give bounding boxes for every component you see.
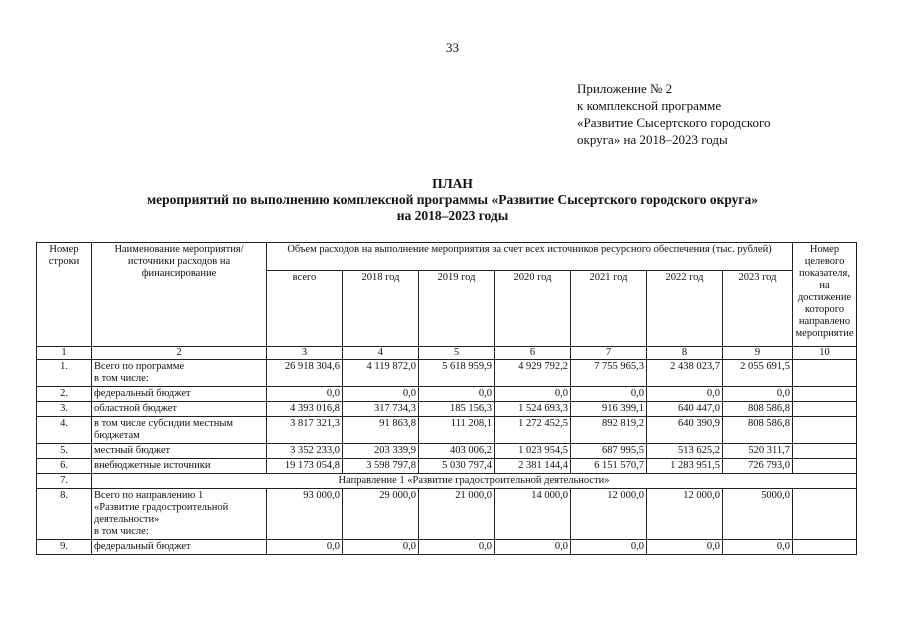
row-value: 4 393 016,8 xyxy=(267,402,343,417)
column-number: 3 xyxy=(267,347,343,360)
row-value: 808 586,8 xyxy=(723,417,793,444)
row-target xyxy=(793,387,857,402)
row-target xyxy=(793,540,857,555)
row-number: 7. xyxy=(37,474,92,489)
row-value: 5000,0 xyxy=(723,489,793,540)
row-value: 2 381 144,4 xyxy=(495,459,571,474)
header-year-2023: 2023 год xyxy=(723,271,793,347)
row-value: 12 000,0 xyxy=(647,489,723,540)
row-value: 6 151 570,7 xyxy=(571,459,647,474)
row-value: 513 625,2 xyxy=(647,444,723,459)
row-name: Всего по программе в том числе: xyxy=(92,360,267,387)
appendix-line: «Развитие Сысертского городского xyxy=(577,115,771,130)
row-number: 2. xyxy=(37,387,92,402)
row-number: 8. xyxy=(37,489,92,540)
header-name: Наименование мероприятия/источники расходов на финансирование xyxy=(92,243,267,347)
row-value: 640 447,0 xyxy=(647,402,723,417)
column-number: 2 xyxy=(92,347,267,360)
row-value: 687 995,5 xyxy=(571,444,647,459)
row-name: областной бюджет xyxy=(92,402,267,417)
row-value: 4 119 872,0 xyxy=(343,360,419,387)
row-value: 1 283 951,5 xyxy=(647,459,723,474)
row-value: 12 000,0 xyxy=(571,489,647,540)
row-value: 0,0 xyxy=(343,387,419,402)
table-row xyxy=(37,444,857,459)
row-value: 2 438 023,7 xyxy=(647,360,723,387)
row-value: 91 863,8 xyxy=(343,417,419,444)
plan-table-body xyxy=(37,347,857,555)
row-value: 111 208,1 xyxy=(419,417,495,444)
header-year-total: всего xyxy=(267,271,343,347)
row-value: 0,0 xyxy=(419,540,495,555)
row-value: 21 000,0 xyxy=(419,489,495,540)
plan-table xyxy=(36,242,857,555)
row-value: 0,0 xyxy=(267,540,343,555)
row-name: Всего по направлению 1 «Развитие градостроительной деятельности» в том числе: xyxy=(92,489,267,540)
row-value: 0,0 xyxy=(571,540,647,555)
column-number: 10 xyxy=(793,347,857,360)
row-value: 403 006,2 xyxy=(419,444,495,459)
table-row xyxy=(37,387,857,402)
section-row xyxy=(37,474,857,489)
row-value: 26 918 304,6 xyxy=(267,360,343,387)
row-value: 185 156,3 xyxy=(419,402,495,417)
page-number: 33 xyxy=(446,40,459,55)
row-value: 916 399,1 xyxy=(571,402,647,417)
header-target: Номер целевого показателя, на достижение которого направлено мероприятие xyxy=(793,243,857,347)
row-number: 3. xyxy=(37,402,92,417)
row-number: 6. xyxy=(37,459,92,474)
row-target xyxy=(793,417,857,444)
column-number: 9 xyxy=(723,347,793,360)
plan-title-subtitle: мероприятий по выполнению комплексной программы «Развитие Сысертского городского округа» xyxy=(146,192,759,207)
header-year-2022: 2022 год xyxy=(647,271,723,347)
row-value: 93 000,0 xyxy=(267,489,343,540)
row-value: 0,0 xyxy=(495,387,571,402)
row-value: 0,0 xyxy=(723,540,793,555)
row-value: 14 000,0 xyxy=(495,489,571,540)
appendix-note xyxy=(577,80,771,148)
row-value: 3 352 233,0 xyxy=(267,444,343,459)
row-value: 7 755 965,3 xyxy=(571,360,647,387)
row-value: 0,0 xyxy=(267,387,343,402)
plan-title-period: на 2018–2023 годы xyxy=(396,208,509,223)
row-value: 4 929 792,2 xyxy=(495,360,571,387)
plan-title xyxy=(0,176,905,224)
row-number: 5. xyxy=(37,444,92,459)
row-target xyxy=(793,489,857,540)
table-row xyxy=(37,360,857,387)
row-value: 317 734,3 xyxy=(343,402,419,417)
row-value: 1 272 452,5 xyxy=(495,417,571,444)
column-number: 7 xyxy=(571,347,647,360)
row-name: в том числе субсидии местным бюджетам xyxy=(92,417,267,444)
row-value: 0,0 xyxy=(495,540,571,555)
row-value: 0,0 xyxy=(343,540,419,555)
column-number: 6 xyxy=(495,347,571,360)
row-value: 1 524 693,3 xyxy=(495,402,571,417)
table-row xyxy=(37,540,857,555)
row-value: 726 793,0 xyxy=(723,459,793,474)
appendix-line: Приложение № 2 xyxy=(577,81,673,96)
row-target xyxy=(793,459,857,474)
table-row xyxy=(37,489,857,540)
header-year-2021: 2021 год xyxy=(571,271,647,347)
column-number: 1 xyxy=(37,347,92,360)
row-number: 4. xyxy=(37,417,92,444)
table-row xyxy=(37,459,857,474)
row-value: 0,0 xyxy=(723,387,793,402)
row-name: местный бюджет xyxy=(92,444,267,459)
row-value: 2 055 691,5 xyxy=(723,360,793,387)
row-value: 640 390,9 xyxy=(647,417,723,444)
header-year-2019: 2019 год xyxy=(419,271,495,347)
column-number: 8 xyxy=(647,347,723,360)
column-number: 4 xyxy=(343,347,419,360)
column-number-row xyxy=(37,347,857,360)
column-number: 5 xyxy=(419,347,495,360)
header-year-2018: 2018 год xyxy=(343,271,419,347)
row-value: 1 023 954,5 xyxy=(495,444,571,459)
appendix-line: к комплексной программе xyxy=(577,98,722,113)
section-title: Направление 1 «Развитие градостроительной деятельности» xyxy=(92,474,857,489)
row-target xyxy=(793,444,857,459)
row-target xyxy=(793,360,857,387)
header-volume: Объем расходов на выполнение мероприятия за счет всех источников ресурсного обеспечения (тыс. рублей) xyxy=(267,243,793,271)
row-name: федеральный бюджет xyxy=(92,387,267,402)
table-row xyxy=(37,417,857,444)
row-value: 808 586,8 xyxy=(723,402,793,417)
appendix-line: округа» на 2018–2023 годы xyxy=(577,132,728,147)
header-row-number: Номер строки xyxy=(37,243,92,347)
row-value: 0,0 xyxy=(571,387,647,402)
row-value: 892 819,2 xyxy=(571,417,647,444)
row-name: федеральный бюджет xyxy=(92,540,267,555)
row-value: 19 173 054,8 xyxy=(267,459,343,474)
row-number: 9. xyxy=(37,540,92,555)
row-value: 203 339,9 xyxy=(343,444,419,459)
row-value: 520 311,7 xyxy=(723,444,793,459)
row-value: 3 817 321,3 xyxy=(267,417,343,444)
row-number: 1. xyxy=(37,360,92,387)
plan-title-main: ПЛАН xyxy=(432,176,473,191)
row-value: 29 000,0 xyxy=(343,489,419,540)
table-row xyxy=(37,402,857,417)
row-value: 3 598 797,8 xyxy=(343,459,419,474)
row-value: 5 030 797,4 xyxy=(419,459,495,474)
row-name: внебюджетные источники xyxy=(92,459,267,474)
row-value: 0,0 xyxy=(419,387,495,402)
row-value: 0,0 xyxy=(647,387,723,402)
row-value: 5 618 959,9 xyxy=(419,360,495,387)
row-value: 0,0 xyxy=(647,540,723,555)
row-target xyxy=(793,402,857,417)
header-year-2020: 2020 год xyxy=(495,271,571,347)
